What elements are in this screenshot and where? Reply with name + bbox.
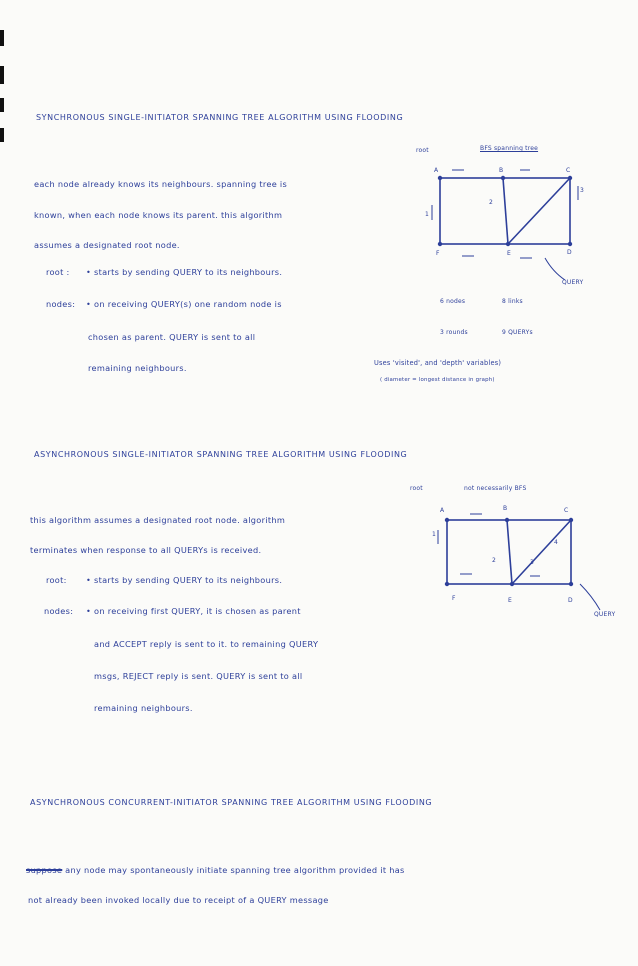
diagram-1-title: BFS spanning tree xyxy=(480,145,539,152)
section-2-nodes-text: remaining neighbours. xyxy=(94,703,193,713)
diagram-1-root-tag: root xyxy=(416,147,429,154)
diagram-2-node-label: C xyxy=(564,507,569,514)
section-2-root-label: root: xyxy=(46,575,67,585)
diagram-1-stat: 9 QUERYs xyxy=(502,329,533,336)
diagram-1-stat: 8 links xyxy=(502,298,523,305)
diagram-2-node-label: D xyxy=(568,597,573,604)
section-1-line: known, when each node knows its parent. this algorithm xyxy=(34,210,283,220)
section-1-nodes-text: • on receiving QUERY(s) one random node is xyxy=(86,299,282,309)
section-3-struck-word: suppose xyxy=(26,865,63,875)
diagram-1-stat: 3 rounds xyxy=(440,329,468,336)
section-2-line: this algorithm assumes a designated root node. algorithm xyxy=(30,515,286,525)
diagram-1-query-tag: QUERY xyxy=(562,279,584,286)
diagram-2-query-tag: QUERY xyxy=(594,611,616,618)
diagram-2-node-label: A xyxy=(440,507,445,514)
diagram-1-stat: 6 nodes xyxy=(440,298,466,305)
diagram-1-edge-label: 3 xyxy=(580,187,584,194)
section-1-nodes-label: nodes: xyxy=(46,299,76,309)
section-2-nodes-text: and ACCEPT reply is sent to it. to remaining QUERY xyxy=(94,639,319,649)
section-2-heading: ASYNCHRONOUS SINGLE-INITIATOR SPANNING TREE ALGORITHM USING FLOODING xyxy=(34,450,408,459)
diagram-1-node-label: D xyxy=(567,249,572,256)
section-2-nodes-text: • on receiving first QUERY, it is chosen as parent xyxy=(86,606,301,616)
section-1-line: assumes a designated root node. xyxy=(34,240,180,250)
section-1-nodes-text: chosen as parent. QUERY is sent to all xyxy=(88,332,256,342)
diagram-2-node-label: F xyxy=(452,595,456,602)
diagram-1-edge-label: 2 xyxy=(489,199,493,206)
diagram-1-note: ( diameter = longest distance in graph) xyxy=(380,377,495,383)
section-3-line xyxy=(26,866,405,874)
section-1-nodes-text: remaining neighbours. xyxy=(88,363,187,373)
section-2-nodes-text: msgs, REJECT reply is sent. QUERY is sent to all xyxy=(94,671,303,681)
diagram-2-edge-label: 4 xyxy=(554,539,558,546)
diagram-1-node-label: F xyxy=(436,250,440,257)
diagram-2-edge-label: 3 xyxy=(530,559,534,566)
diagram-1-node-label: A xyxy=(434,167,439,174)
diagram-1-node-label: B xyxy=(499,167,504,174)
section-3-heading: ASYNCHRONOUS CONCURRENT-INITIATOR SPANNING TREE ALGORITHM USING FLOODING xyxy=(30,798,433,807)
section-2-nodes-label: nodes: xyxy=(44,606,74,616)
section-3-line-text: any node may spontaneously initiate spanning tree algorithm provided it has xyxy=(65,865,405,875)
diagram-1-node-label: E xyxy=(507,250,511,257)
diagram-2-edge-label: 1 xyxy=(432,531,436,538)
diagram-2-root-tag: root xyxy=(410,485,423,492)
section-1-root-label: root : xyxy=(46,267,70,277)
section-1-line: each node already knows its neighbours. spanning tree is xyxy=(34,179,288,189)
section-1-root-text: • starts by sending QUERY to its neighbours. xyxy=(86,267,283,277)
diagram-1-edge-label: 1 xyxy=(425,211,429,218)
section-2-line: terminates when response to all QUERYs is received. xyxy=(30,545,262,555)
diagram-2-node-label: E xyxy=(508,597,512,604)
diagram-2-title: not necessarily BFS xyxy=(464,485,527,492)
section-3-line: not already been invoked locally due to receipt of a QUERY message xyxy=(28,895,329,905)
diagram-1-node-label: C xyxy=(566,167,571,174)
diagram-2-edge-label: 2 xyxy=(492,557,496,564)
diagram-1-note: Uses 'visited', and 'depth' variables) xyxy=(374,359,502,367)
section-1-heading: SYNCHRONOUS SINGLE-INITIATOR SPANNING TREE ALGORITHM USING FLOODING xyxy=(36,113,404,122)
diagram-2-node-label: B xyxy=(503,505,508,512)
section-2-root-text: • starts by sending QUERY to its neighbours. xyxy=(86,575,283,585)
